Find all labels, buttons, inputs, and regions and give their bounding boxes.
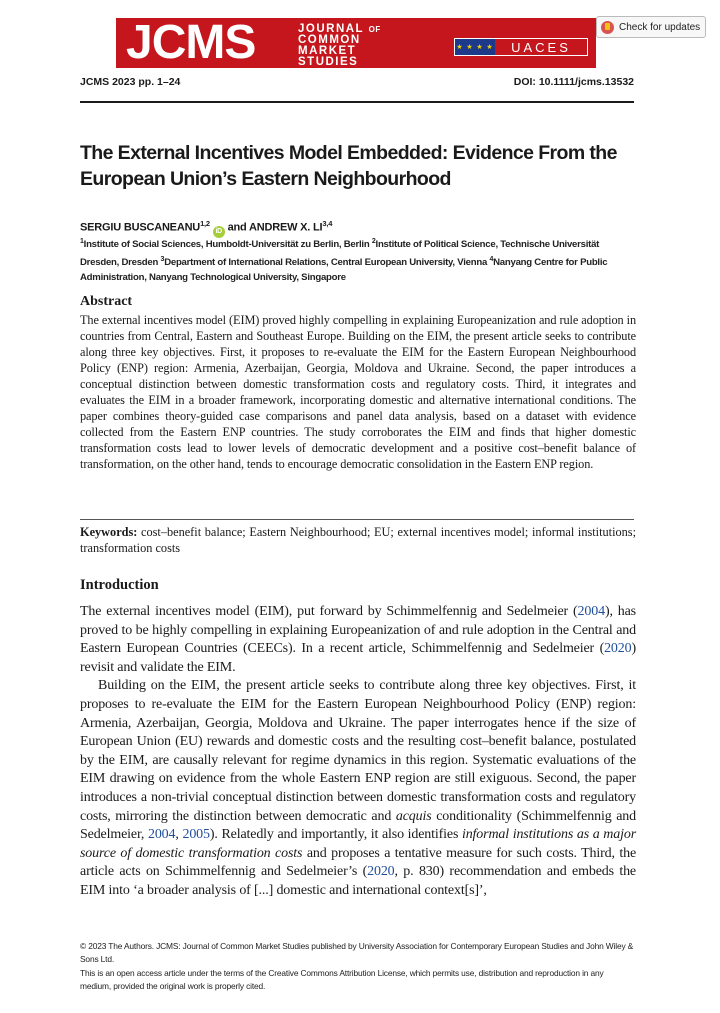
author-list: SERGIU BUSCANEANU$^{1,2}$ iD and ANDREW X. LI$^{3,4}$ — [80, 219, 332, 238]
keywords-divider — [80, 519, 634, 520]
journal-banner — [116, 18, 596, 68]
citation-link[interactable]: 2004 — [577, 604, 605, 619]
doi-link[interactable]: DOI: 10.1111/jcms.13532 — [513, 76, 634, 88]
citation-link[interactable]: 2005 — [182, 827, 210, 843]
jcms-logo — [126, 18, 255, 68]
keywords — [80, 524, 636, 556]
journal-name: JOURNAL OF COMMON MARKET STUDIES — [298, 23, 381, 68]
citation-link[interactable]: 2020 — [604, 641, 632, 657]
paragraph: The external incentives model (EIM), put forward by Schimmelfennig and Sedelmeier (2004), has proved to be highly compelling in explaining Europeanization of and rule adoption in the Central and Eastern European Countries (CEECs). In a recent article, Schimmelfennig and Sedelmeier (2020) revisit and validate the EIM. — [80, 604, 636, 675]
abstract-heading: Abstract — [80, 294, 133, 309]
orcid-icon[interactable]: iD — [213, 226, 225, 238]
author-name[interactable]: ANDREW X. LI — [249, 221, 323, 234]
crossmark-icon — [601, 21, 614, 34]
uaces-label: UACES — [511, 39, 571, 55]
keywords-label: Keywords: — [80, 525, 138, 539]
introduction-heading: Introduction — [80, 577, 159, 593]
jcms-logo-letters: JCMS — [126, 16, 256, 69]
citation-info: JCMS 2023 pp. 1–24 — [80, 76, 181, 88]
copyright-notice: © 2023 The Authors. JCMS: Journal of Common Market Studies published by University Association for Contemporary European Studies and John Wiley & Sons Ltd. — [80, 941, 634, 964]
article-title: The External Incentives Model Embedded: Evidence From the European Union’s Eastern Neighbourhood — [80, 142, 617, 190]
paragraph: Building on the EIM, the present article seeks to contribute along three key objectives. First, it proposes to re-evaluate the EIM for the Eastern European Neighbourhood Policy (ENP) region: Armenia, Azerbaijan, Georgia, Moldova and Ukraine. The paper interrogates hence if the size of European Union (EU) rewards and domestic costs and the resulting cost–benefit balance, postulated by the EIM, are causally relevant for regime dynamics in this region. Systematic evaluations of the EIM drawing on evidence from the whole Eastern ENP region are still exiguous. Second, the paper introduces a non-trivial conceptual distinction between domestic transformation costs and regulatory costs, mirroring the distinction between democratic and acquis conditionality (Schimmelfennig and Sedelmeier, 2004, 2005). Relatedly and importantly, it also identifies informal institutions as a major source of domestic transformation costs and proposes a tentative measure for such costs. Third, the article acts on Schimmelfennig and Sedelmeier’s (2020, p. 830) recommendation and embeds the EIM into ‘a broader analysis of [...] domestic and international context[s]’, — [80, 678, 637, 898]
citation-link[interactable]: 2020 — [367, 864, 395, 880]
uaces-logo — [454, 38, 588, 56]
abstract-text: The external incentives model (EIM) proved highly compelling in explaining Europeanization and rule adoption in countries from Central, Eastern and Southeast Europe. Building on the EIM, the present article seeks to contribute along three key objectives. First, it proposes to re-evaluate the EIM for the Eastern European Neighbourhood Policy (ENP) region: Armenia, Azerbaijan, Georgia, Moldova and Ukraine. Second, the paper introduces a conceptual distinction between domestic transformation costs and regulatory costs. Third, it integrates and evaluates the EIM in a broader framework, incorporating domestic and alternative international conditions. The paper combines theory-guided case comparisons and panel data analysis, based on a dataset with evidence collected from the Eastern ENP countries. The study corroborates the EIM and finds that higher domestic transformation costs lead to lower levels of democratic development and a positive cost–benefit balance of transformation, on the other hand, tends to encourage democratic consolidation in the Eastern ENP region. — [80, 313, 636, 471]
check-for-updates-button[interactable] — [596, 16, 706, 38]
license-notice: This is an open access article under the terms of the Creative Commons Attribution License, which permits use, distribution and reproduction in any medium, provided the original work is properly cited. — [80, 968, 604, 991]
author-name[interactable]: SERGIU BUSCANEANU — [80, 221, 201, 234]
citation-link[interactable]: 2004 — [147, 827, 176, 843]
check-for-updates-label: Check for updates — [619, 21, 701, 33]
header-divider — [80, 101, 634, 103]
introduction-body — [80, 603, 636, 901]
license-footer — [80, 940, 636, 994]
keywords-list: cost–benefit balance; Eastern Neighbourhood; EU; external incentives model; informal institutions; transformation costs — [80, 525, 636, 555]
affiliations: $^1$Institute of Social Sciences, Humboldt-Universität zu Berlin, Berlin $^2$Institute of Political Science, Technische Universität Dresden, Dresden $^3$Department of International Relations, Central European University, Vienna $^4$Nanyang Centre for Public Administration, Nanyang Technological University, Singapore — [80, 238, 608, 283]
eu-stars-icon: ★ ★ ★ ★ — [455, 39, 495, 55]
